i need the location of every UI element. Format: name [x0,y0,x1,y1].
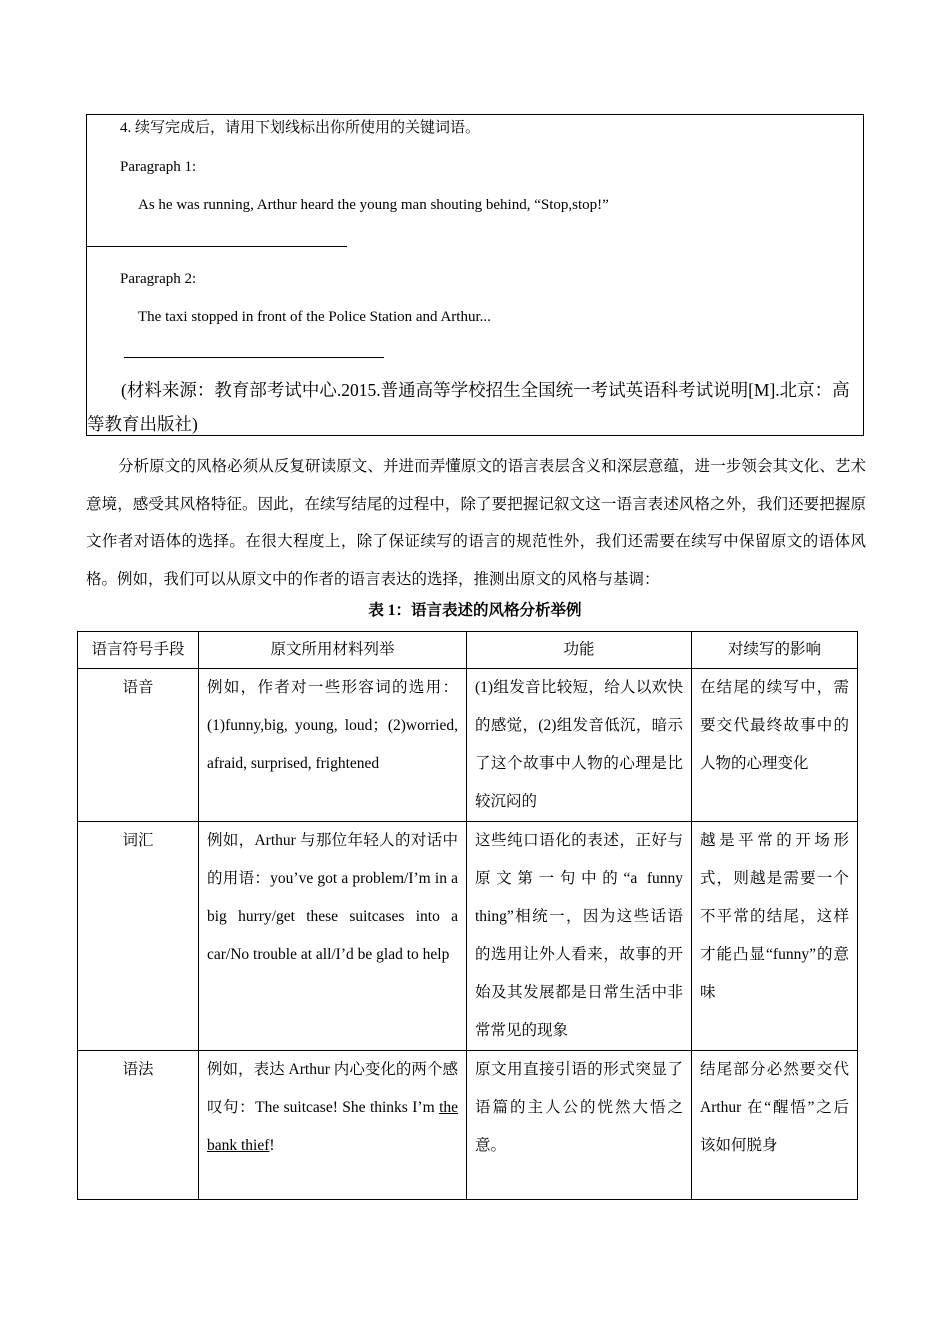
material-text-end: ! [269,1137,275,1154]
category-cell: 词汇 [78,822,199,1051]
paragraph-2-opening: The taxi stopped in front of the Police Station and Arthur... [138,309,491,325]
material-cell [199,1051,467,1200]
paragraph-1-opening: As he was running, Arthur heard the young man shouting behind, “Stop,stop!” [138,197,609,213]
header-cell: 语言符号手段 [78,632,199,669]
analysis-paragraph: 分析原文的风格必须从反复研读原文、并进而弄懂原文的语言表层含义和深层意蕴，进一步领会其文化、艺术意境，感受其风格特征。因此，在续写结尾的过程中，除了要把握记叙文这一语言表述风格之外，我们还要把握原文作者对语体的选择。在很大程度上，除了保证续写的语言的规范性外，我们还需要在续写中保留原文的语体风格。例如，我们可以从原文中的作者的语言表达的选择，推测出原文的风格与基调： [86,458,866,588]
source-citation: (材料来源：教育部考试中心.2015.普通高等学校招生全国统一考试英语科考试说明[M].北京：高等教育出版社) [87,380,850,434]
material-cell: 例如，作者对一些形容词的选用：(1)funny,big, young, loud；(2)worried, afraid, surprised, frightened [199,669,467,822]
table-row [78,822,858,1051]
paragraph-1-label: Paragraph 1: [120,159,197,175]
category-cell: 语法 [78,1051,199,1200]
table-row [78,1051,858,1200]
material-text: 例如，表达 Arthur 内心变化的两个感叹句：The suitcase! She thinks I’m [207,1061,458,1116]
paragraph-2-writing-line [124,357,384,358]
table-row [78,669,858,822]
function-cell: (1)组发音比较短，给人以欢快的感觉，(2)组发音低沉，暗示了这个故事中人物的心理是比较沉闷的 [467,669,692,822]
writing-task-box [86,114,864,436]
header-cell: 原文所用材料列举 [199,632,467,669]
table-header-row [78,632,858,669]
underlined-keyword: the bank thief [207,1099,458,1154]
style-analysis-table [77,631,858,1200]
category-cell: 语音 [78,669,199,822]
impact-cell: 越是平常的开场形式，则越是需要一个不平常的结尾，这样才能凸显“funny”的意味 [692,822,858,1051]
header-cell: 对续写的影响 [692,632,858,669]
header-cell: 功能 [467,632,692,669]
function-cell: 这些纯口语化的表述，正好与原文第一句中的“a funny thing”相统一，因为这些话语的选用让外人看来，故事的开始及其发展都是日常生活中非常常见的现象 [467,822,692,1051]
paragraph-1-writing-line [87,246,347,247]
material-cell: 例如，Arthur 与那位年轻人的对话中的用语：you’ve got a problem/I’m in a big hurry/get these suitcases into a car/No trouble at all/I’d be glad to help [199,822,467,1051]
impact-cell: 结尾部分必然要交代 Arthur 在“醒悟”之后该如何脱身 [692,1051,858,1200]
table-caption: 表 1：语言表述的风格分析举例 [368,602,582,619]
task-instruction: 4. 续写完成后，请用下划线标出你所使用的关键词语。 [120,120,481,136]
impact-cell: 在结尾的续写中，需要交代最终故事中的人物的心理变化 [692,669,858,822]
function-cell: 原文用直接引语的形式突显了语篇的主人公的恍然大悟之意。 [467,1051,692,1200]
paragraph-2-label: Paragraph 2: [120,271,197,287]
